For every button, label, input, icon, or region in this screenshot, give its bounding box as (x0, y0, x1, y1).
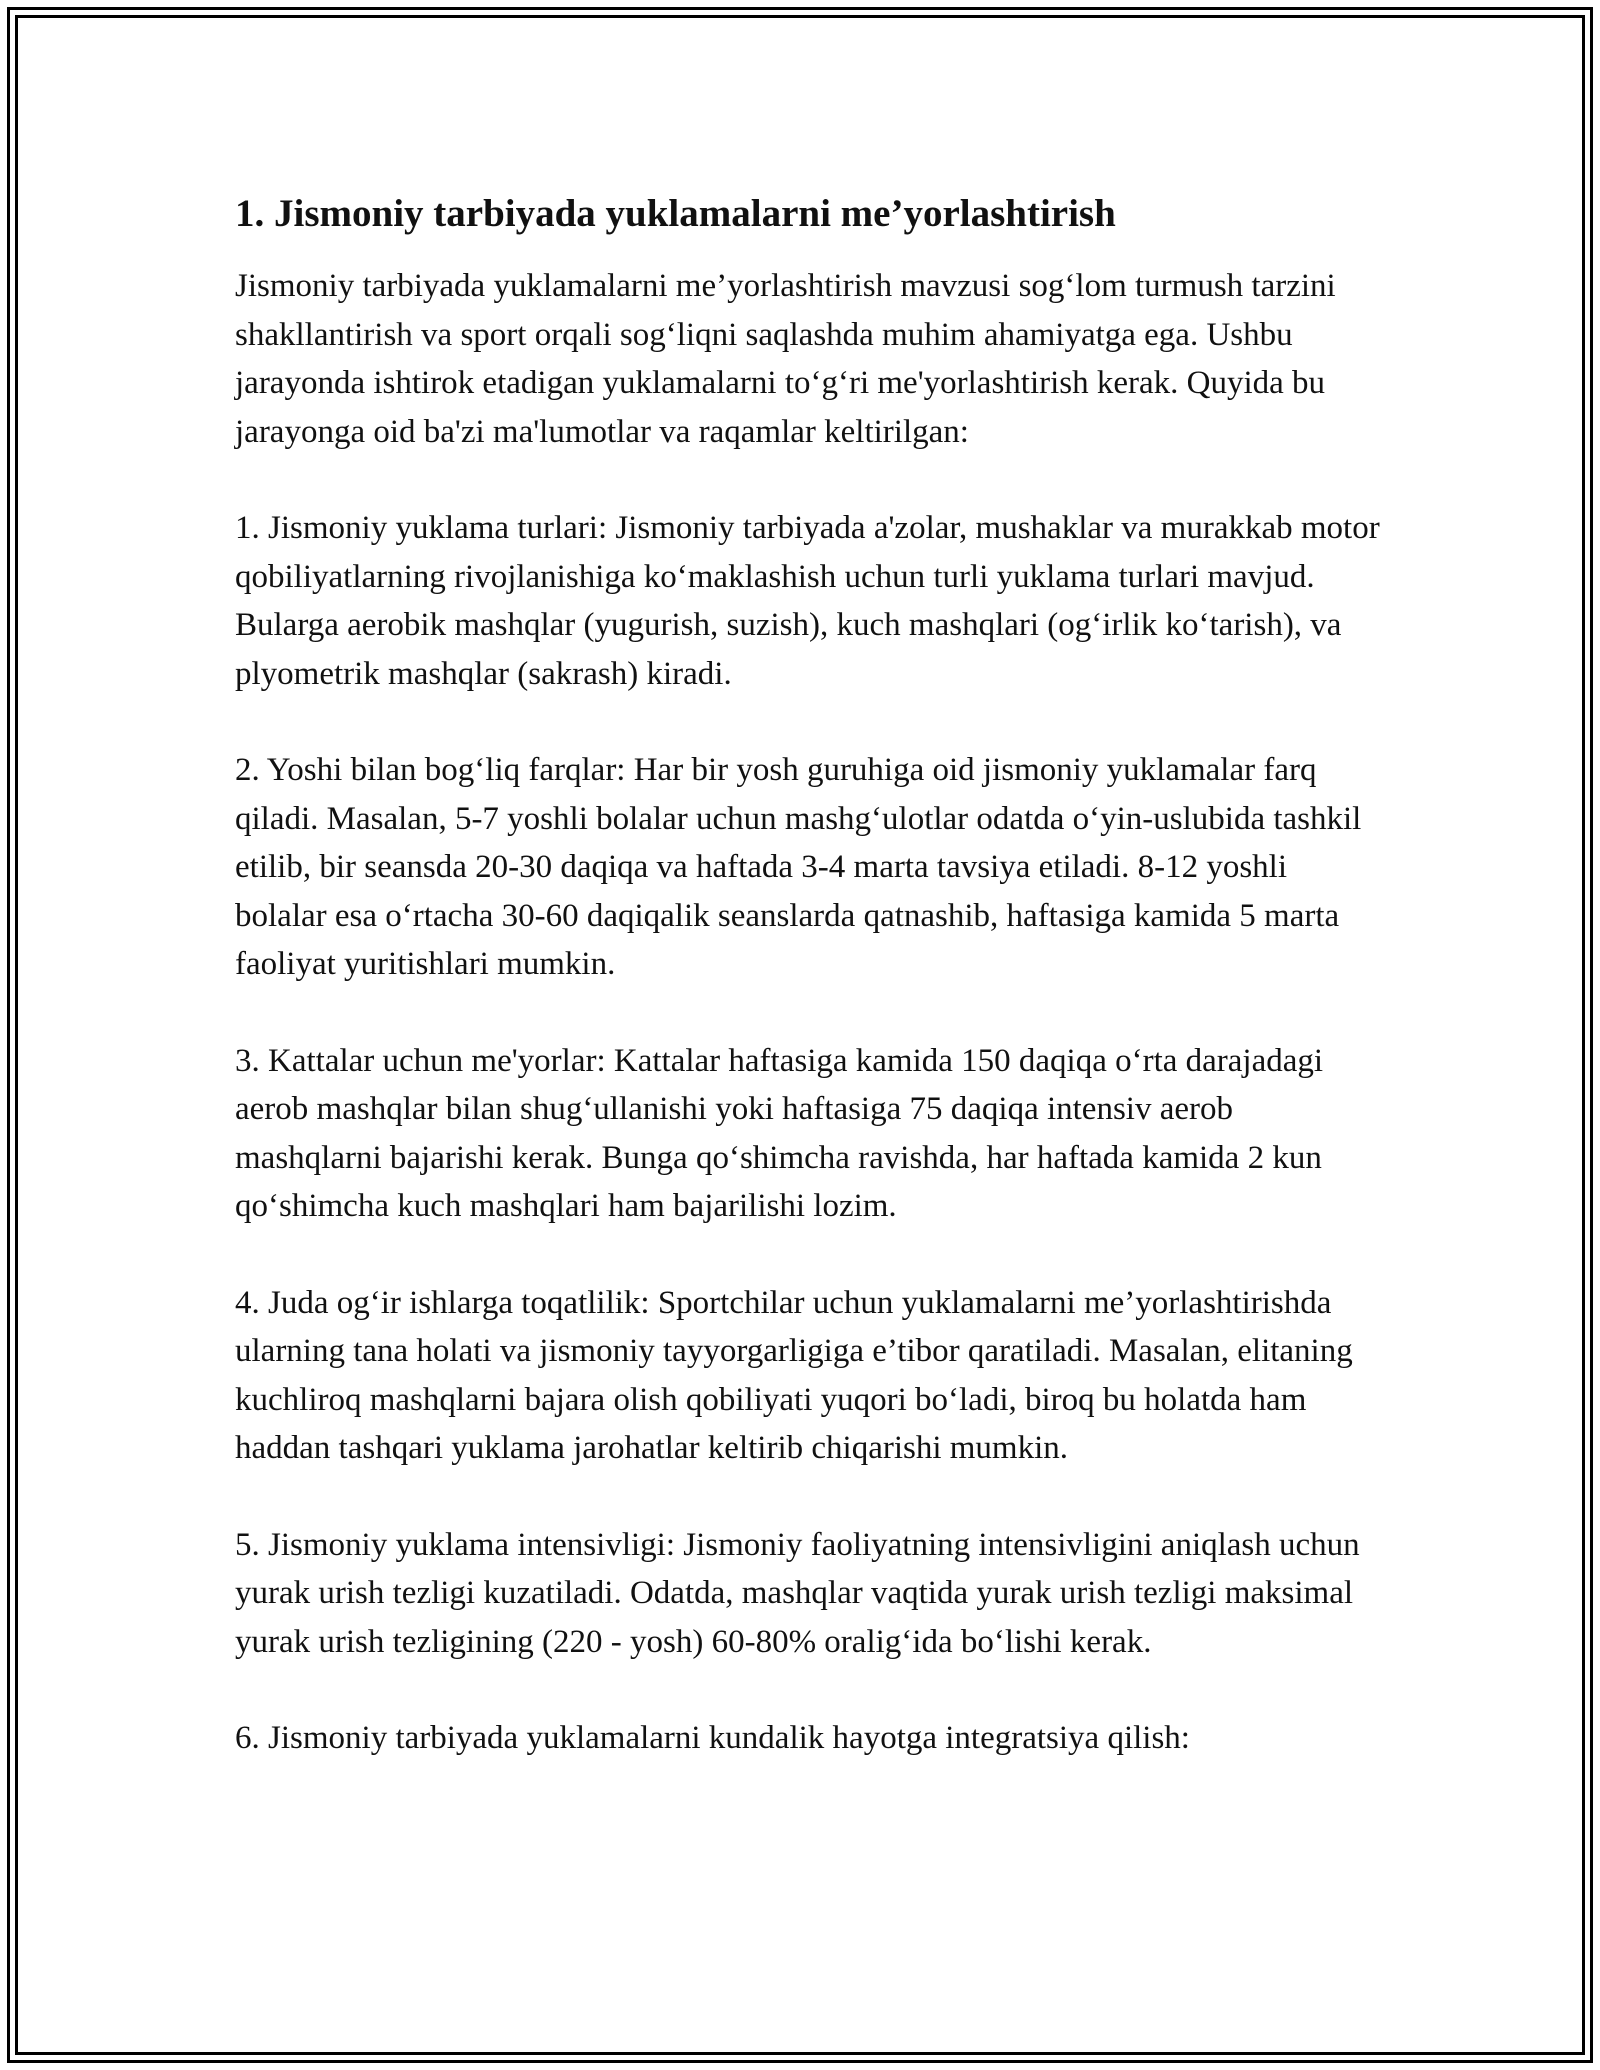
point-5-paragraph: 5. Jismoniy yuklama intensivligi: Jismoniy faoliyatning intensivligini aniqlash uchun yurak urish tezligi kuzatiladi. Odatda, mashqlar vaqtida yurak urish tezligi maksimal yurak urish tezligining (220 - yosh) 60-80% oralig‘ida bo‘lishi kerak. (235, 1526, 1360, 1660)
point-3-paragraph: 3. Kattalar uchun me'yorlar: Kattalar haftasiga kamida 150 daqiqa o‘rta darajadagi aerob mashqlar bilan shug‘ullanishi yoki haftasiga 75 daqiqa intensiv aerob mashqlarni bajarishi kerak. Bunga qo‘shimcha ravishda, har haftada kamida 2 kun qo‘shimcha kuch mashqlari ham bajarilishi lozim. (235, 1042, 1324, 1224)
intro-paragraph: Jismoniy tarbiyada yuklamalarni me’yorlashtirish mavzusi sog‘lom turmush tarzini shakllantirish va sport orqali sog‘liqni saqlashda muhim ahamiyatga ega. Ushbu jarayonda ishtirok etadigan yuklamalarni to‘g‘ri me'yorlashtirish kerak. Quyida bu jarayonga oid ba'zi ma'lumotlar va raqamlar keltirilgan: (235, 268, 1336, 450)
document-title: 1. Jismoniy tarbiyada yuklamalarni me’yorlashtirish (235, 192, 1116, 235)
document-body (235, 188, 1385, 1763)
point-1-paragraph: 1. Jismoniy yuklama turlari: Jismoniy tarbiyada a'zolar, mushaklar va murakkab motor qobiliyatlarning rivojlanishiga ko‘maklashish uchun turli yuklama turlari mavjud. Bularga aerobik mashqlar (yugurish, suzish), kuch mashqlari (og‘irlik ko‘tarish), va plyometrik mashqlar (sakrash) kiradi. (235, 510, 1380, 692)
point-6-paragraph: 6. Jismoniy tarbiyada yuklamalarni kundalik hayotga integratsiya qilish: (235, 1720, 1190, 1756)
point-2-paragraph: 2. Yoshi bilan bog‘liq farqlar: Har bir yosh guruhiga oid jismoniy yuklamalar farq qiladi. Masalan, 5-7 yoshli bolalar uchun mashg‘ulotlar odatda o‘yin-uslubida tashkil etilib, bir seansda 20-30 daqiqa va haftada 3-4 marta tavsiya etiladi. 8-12 yoshli bolalar esa o‘rtacha 30-60 daqiqalik seanslarda qatnashib, haftasiga kamida 5 marta faoliyat yuritishlari mumkin. (235, 752, 1362, 982)
point-4-paragraph: 4. Juda og‘ir ishlarga toqatlilik: Sportchilar uchun yuklamalarni me’yorlashtirishda ularning tana holati va jismoniy tayyorgarligiga e’tibor qaratiladi. Masalan, elitaning kuchliroq mashqlarni bajara olish qobiliyati yuqori bo‘ladi, biroq bu holatda ham haddan tashqari yuklama jarohatlar keltirib chiqarishi mumkin. (235, 1284, 1353, 1466)
